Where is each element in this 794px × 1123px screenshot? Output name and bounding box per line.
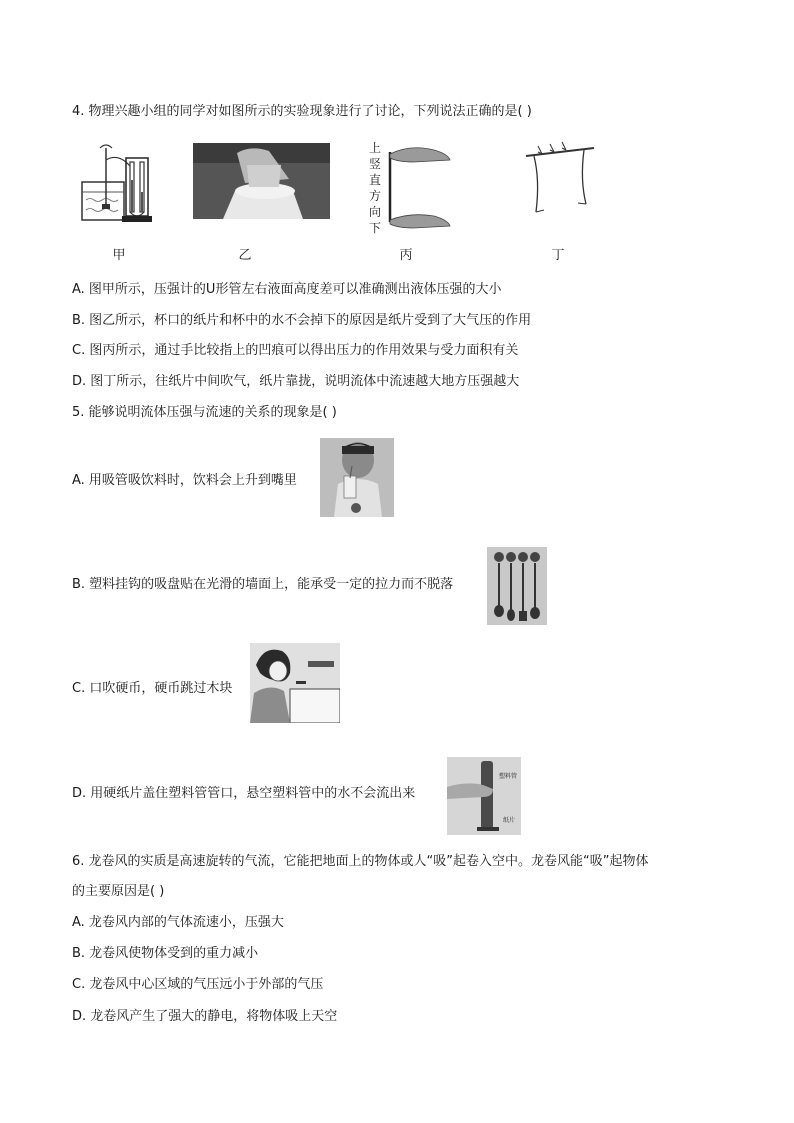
caption-ding: 丁 (551, 248, 565, 263)
bing-label-4: 向 (368, 205, 381, 219)
q6-option-a: A. 龙卷风内部的气体流速小，压强大 (72, 915, 284, 930)
q5-d-label-tube: 塑料管 (499, 773, 518, 780)
figure-bing (366, 140, 456, 236)
bing-label-3: 方 (368, 189, 381, 203)
q5-option-d: D. 用硬纸片盖住塑料管管口，悬空塑料管中的水不会流出来 (72, 786, 416, 801)
figure-yi-photo (193, 143, 330, 219)
q6-option-b: B. 龙卷风使物体受到的重力减小 (72, 946, 259, 961)
q5-d-photo-tube-card (447, 757, 521, 835)
q5-option-c: C. 口吹硬币，硬币跳过木块 (72, 681, 233, 696)
q5-stem: 5. 能够说明流体压强与流速的关系的现象是( ) (72, 405, 337, 420)
bing-label-1: 竖 (368, 157, 381, 171)
q5-d-label-card: 纸片 (503, 817, 516, 824)
q4-option-a: A. 图甲所示，压强计的U形管左右液面高度差可以准确测出液体压强的大小 (72, 282, 502, 297)
q4-option-c: C. 图丙所示，通过手比较指上的凹痕可以得出压力的作用效果与受力面积有关 (72, 343, 519, 358)
bing-label-2: 直 (368, 173, 381, 187)
caption-jia: 甲 (112, 248, 126, 263)
q6-stem-line1: 6. 龙卷风的实质是高速旋转的气流，它能把地面上的物体或人“吸”起卷入空中。龙卷风能“吸”起物体 (72, 854, 649, 869)
q4-option-d: D. 图丁所示，往纸片中间吹气，纸片靠拢，说明流体中流速越大地方压强越大 (72, 374, 520, 389)
q5-option-b: B. 塑料挂钩的吸盘贴在光滑的墙面上，能承受一定的拉力而不脱落 (72, 577, 454, 592)
q4-option-b: B. 图乙所示，杯口的纸片和杯中的水不会掉下的原因是纸片受到了大气压的作用 (72, 313, 532, 328)
q6-option-d: D. 龙卷风产生了强大的静电，将物体吸上天空 (72, 1009, 338, 1024)
figure-jia (76, 140, 164, 224)
q5-c-figure-blowing-coin (250, 643, 340, 723)
q4-stem: 4. 物理兴趣小组的同学对如图所示的实验现象进行了讨论，下列说法正确的是( ) (72, 104, 532, 119)
q5-a-photo-boy-drinking (320, 438, 394, 517)
q5-option-a: A. 用吸管吸饮料时，饮料会上升到嘴里 (72, 473, 297, 488)
bing-label-5: 下 (368, 221, 381, 235)
q5-b-photo-kitchen-hooks (487, 547, 547, 625)
caption-bing: 丙 (399, 248, 413, 263)
figure-ding (520, 140, 600, 220)
bing-label-0: 上 (368, 141, 381, 155)
q6-stem-line2: 的主要原因是( ) (72, 884, 165, 899)
q6-option-c: C. 龙卷风中心区域的气压远小于外部的气压 (72, 977, 324, 992)
caption-yi: 乙 (238, 248, 252, 263)
